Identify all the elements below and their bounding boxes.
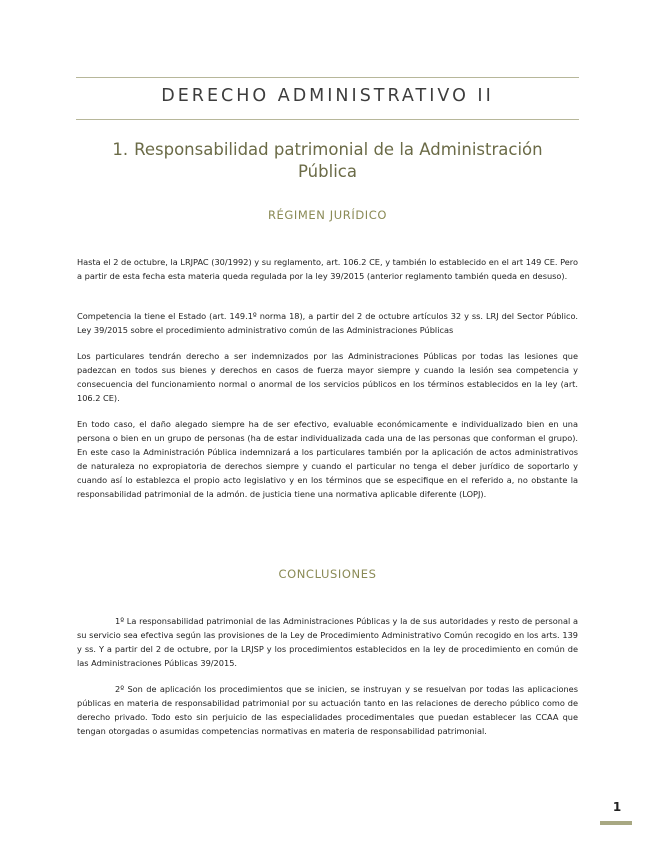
section-heading <box>100 139 555 183</box>
document-title: DERECHO ADMINISTRATIVO II <box>161 86 494 106</box>
regimen-heading: RÉGIMEN JURÍDICO <box>267 208 388 222</box>
title-top-rule <box>76 77 579 78</box>
regimen-paragraph: Los particulares tendrán derecho a ser indemnizados por las Administraciones Públicas por todas las lesiones que padezcan en todos sus bienes y derechos en casos de fuerza mayor siempre y cuando la lesión sea competencia y consecuencia del funcionamiento normal o anormal de los servicios públicos en los términos establecidos en la ley (art. 106.2 CE). <box>77 351 578 404</box>
page-number: 1 <box>612 800 622 814</box>
section-title: Responsabilidad patrimonial de la Administración Pública <box>134 140 543 181</box>
conclusion-paragraph: 1º La responsabilidad patrimonial de las Administraciones Públicas y la de sus autoridades y resto de personal a su servicio sea efectiva según las provisiones de la Ley de Procedimiento Administrativo Común recogido en los arts. 139 y ss. Y a partir del 2 de octubre, por la LRJSP y los procedimientos establecidos en la ley de procedimiento en común de las Administraciones Públicas 39/2015. <box>77 616 578 669</box>
page-number-underline <box>600 821 632 825</box>
title-bottom-rule <box>76 119 579 120</box>
regimen-paragraph: Hasta el 2 de octubre, la LRJPAC (30/1992) y su reglamento, art. 106.2 CE, y también lo establecido en el art 149 CE. Pero a partir de esta fecha esta materia queda regulada por la ley 39/2015 (anterior reglamento también queda en desuso). <box>77 257 578 282</box>
conclusiones-heading: CONCLUSIONES <box>278 567 377 581</box>
section-number: 1. <box>112 140 129 159</box>
regimen-paragraph: Competencia la tiene el Estado (art. 149.1º norma 18), a partir del 2 de octubre artículos 32 y ss. LRJ del Sector Público. Ley 39/2015 sobre el procedimiento administrativo común de las Administraciones Públicas <box>77 311 578 336</box>
conclusion-paragraph: 2º Son de aplicación los procedimientos que se inicien, se instruyan y se resuelvan por todas las aplicaciones públicas en materia de responsabilidad patrimonial por su actuación tanto en las relaciones de derecho público como de derecho privado. Todo esto sin perjuicio de las especialidades procedimentales que puedan establecer las CCAA que tengan otorgadas o asumidas competencias normativas en materia de responsabilidad patrimonial. <box>77 684 578 737</box>
regimen-paragraph: En todo caso, el daño alegado siempre ha de ser efectivo, evaluable económicamente e individualizado bien en una persona o bien en un grupo de personas (ha de estar individualizada cada una de las personas que conforman el grupo). En este caso la Administración Pública indemnizará a los particulares también por la aplicación de actos administrativos de naturaleza no expropiatoria de derechos siempre y cuando el particular no tenga el deber jurídico de soportarlo y cuando así lo establezca el propio acto legislativo y en los términos que se especifique en el referido a, no obstante la responsabilidad patrimonial de la admón. de justicia tiene una normativa aplicable diferente (LOPJ). <box>77 419 578 500</box>
